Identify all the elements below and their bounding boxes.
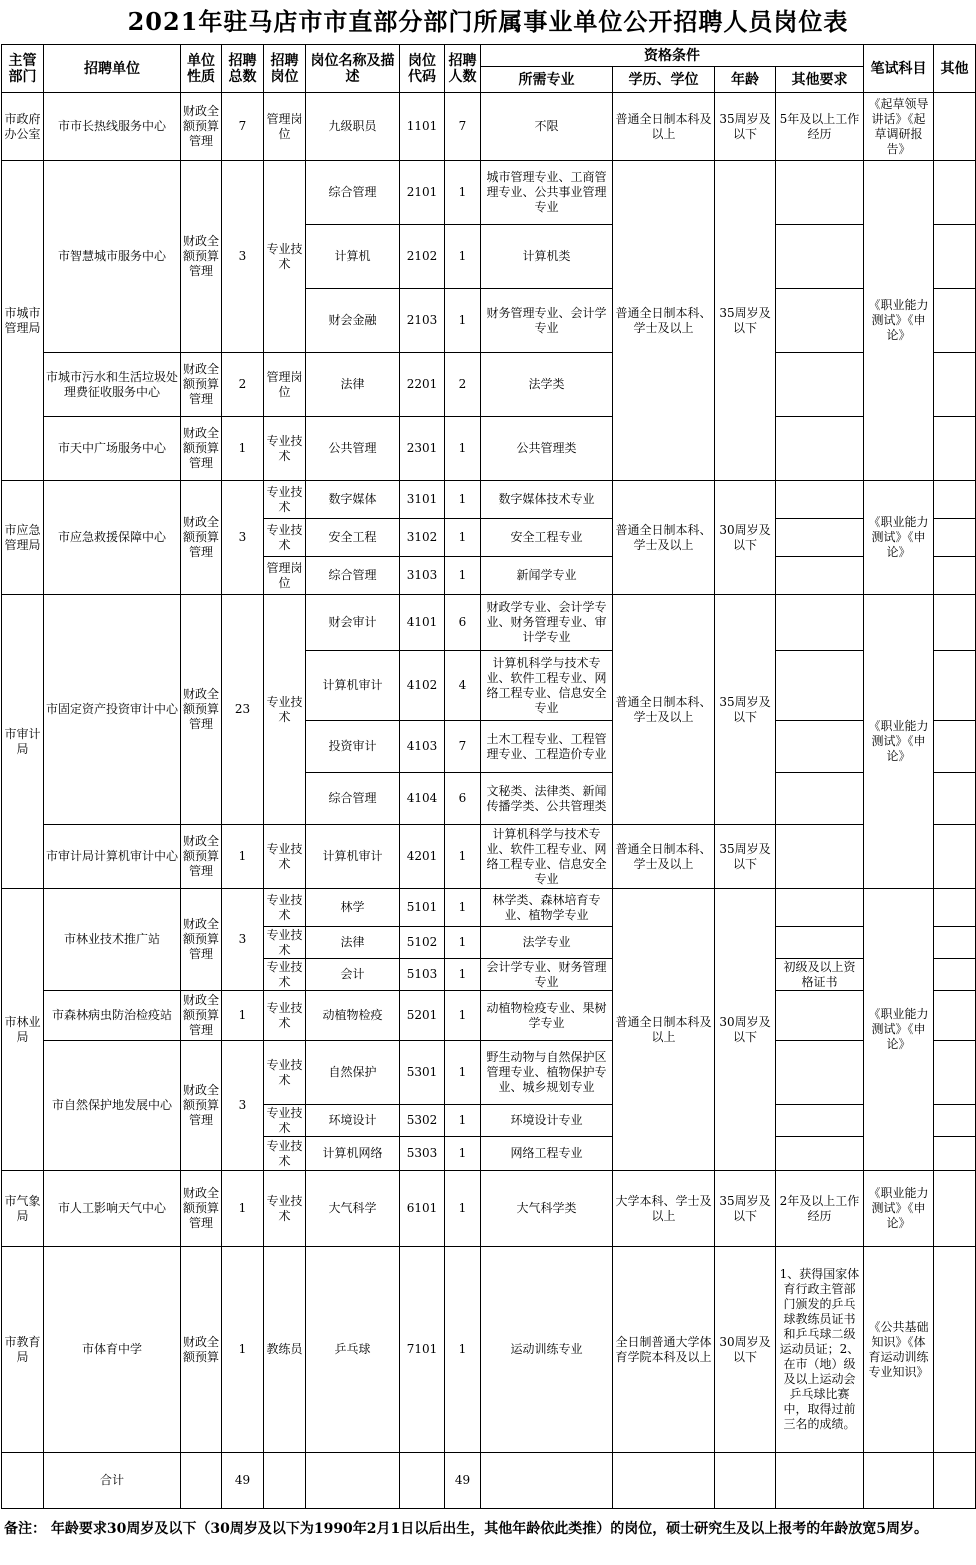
other-req-cell	[776, 1453, 864, 1509]
edu-cell: 普通全日制本科、学士及以上	[613, 481, 715, 595]
total-label: 合计	[44, 1453, 181, 1509]
code-cell: 5303	[400, 1137, 445, 1171]
post-cell	[264, 1453, 306, 1509]
dept-cell: 市城市管理局	[2, 161, 44, 481]
edu-cell: 普通全日制本科及以上	[613, 93, 715, 161]
count-cell: 1	[445, 289, 481, 353]
unit-cell: 市林业技术推广站	[44, 889, 181, 991]
total-cell: 1	[222, 1171, 264, 1247]
misc-cell	[934, 225, 976, 289]
total-cell: 3	[222, 1041, 264, 1171]
count-cell: 7	[445, 93, 481, 161]
code-cell: 7101	[400, 1247, 445, 1453]
exam-cell: 《公共基础知识》《体育运动训练专业知识》	[864, 1247, 934, 1453]
table-row	[2, 1041, 976, 1105]
unit-cell: 市固定资产投资审计中心	[44, 595, 181, 825]
major-cell: 环境设计专业	[481, 1105, 613, 1137]
total-cell: 1	[222, 1247, 264, 1453]
position-cell: 自然保护	[306, 1041, 400, 1105]
misc-cell	[934, 353, 976, 417]
total-cell: 1	[222, 825, 264, 889]
count-cell: 7	[445, 721, 481, 773]
code-cell: 1101	[400, 93, 445, 161]
total-cell: 3	[222, 481, 264, 595]
post-cell: 专业技术	[264, 1041, 306, 1105]
other-req-cell	[776, 1041, 864, 1105]
nature-cell: 财政全额预算管理	[181, 991, 222, 1041]
misc-cell	[934, 519, 976, 557]
table-row	[2, 889, 976, 927]
recruitment-table	[1, 44, 976, 1509]
nature-cell: 财政全额预算管理	[181, 93, 222, 161]
table-row	[2, 481, 976, 519]
count-cell: 6	[445, 595, 481, 651]
major-cell: 财务管理专业、会计学专业	[481, 289, 613, 353]
major-cell: 文秘类、法律类、新闻传播学类、公共管理类	[481, 773, 613, 825]
edu-cell: 普通全日制本科、学士及以上	[613, 825, 715, 889]
major-cell: 法学类	[481, 353, 613, 417]
header-other-req: 其他要求	[776, 67, 864, 93]
total-cell: 7	[222, 93, 264, 161]
other-req-cell: 初级及以上资格证书	[776, 959, 864, 991]
code-cell: 4102	[400, 651, 445, 721]
code-cell: 5101	[400, 889, 445, 927]
edu-cell: 普通全日制本科、学士及以上	[613, 161, 715, 481]
position-cell: 法律	[306, 927, 400, 959]
post-cell: 专业技术	[264, 991, 306, 1041]
nature-cell: 财政全额预算	[181, 1247, 222, 1453]
dept-cell: 市林业局	[2, 889, 44, 1171]
misc-cell	[934, 417, 976, 481]
position-cell: 公共管理	[306, 417, 400, 481]
edu-cell: 全日制普通大学体育学院本科及以上	[613, 1247, 715, 1453]
nature-cell: 财政全额预算管理	[181, 417, 222, 481]
exam-cell: 《职业能力测试》《申论》	[864, 595, 934, 889]
exam-cell: 《职业能力测试》《申论》	[864, 161, 934, 481]
other-req-cell	[776, 481, 864, 519]
post-cell: 专业技术	[264, 927, 306, 959]
position-cell: 数字媒体	[306, 481, 400, 519]
table-row	[2, 595, 976, 651]
misc-cell	[934, 889, 976, 927]
major-cell: 财政学专业、会计学专业、财务管理专业、审计学专业	[481, 595, 613, 651]
misc-cell	[934, 595, 976, 651]
table-row	[2, 417, 976, 481]
code-cell: 2102	[400, 225, 445, 289]
other-req-cell	[776, 1105, 864, 1137]
age-cell: 35周岁及以下	[715, 825, 776, 889]
table-row	[2, 161, 976, 225]
header-position-name: 岗位名称及描述	[306, 45, 400, 93]
dept-cell	[2, 1453, 44, 1509]
other-req-cell	[776, 353, 864, 417]
age-cell: 30周岁及以下	[715, 481, 776, 595]
nature-cell: 财政全额预算管理	[181, 889, 222, 991]
table-row	[2, 1247, 976, 1453]
major-cell: 野生动物与自然保护区管理专业、植物保护专业、城乡规划专业	[481, 1041, 613, 1105]
table-row	[2, 353, 976, 417]
exam-cell: 《职业能力测试》《申论》	[864, 481, 934, 595]
other-req-cell	[776, 1137, 864, 1171]
major-cell: 大气科学类	[481, 1171, 613, 1247]
header-code: 岗位代码	[400, 45, 445, 93]
edu-cell: 普通全日制本科及以上	[613, 889, 715, 1171]
edu-cell: 大学本科、学士及以上	[613, 1171, 715, 1247]
exam-cell	[864, 1453, 934, 1509]
header-qualification: 资格条件	[481, 45, 864, 67]
nature-cell: 财政全额预算管理	[181, 1041, 222, 1171]
misc-cell	[934, 991, 976, 1041]
position-cell: 综合管理	[306, 161, 400, 225]
unit-cell: 市应急救援保障中心	[44, 481, 181, 595]
total-row	[2, 1453, 976, 1509]
total-cell: 1	[222, 991, 264, 1041]
count-cell: 1	[445, 225, 481, 289]
total-cell: 3	[222, 161, 264, 353]
code-cell	[400, 1453, 445, 1509]
position-cell: 大气科学	[306, 1171, 400, 1247]
post-cell: 专业技术	[264, 161, 306, 353]
total-cell: 2	[222, 353, 264, 417]
header-nature: 单位性质	[181, 45, 222, 93]
other-req-cell	[776, 161, 864, 225]
edu-cell	[613, 1453, 715, 1509]
count-cell: 1	[445, 161, 481, 225]
post-cell: 专业技术	[264, 1137, 306, 1171]
other-req-cell	[776, 519, 864, 557]
total-cell: 3	[222, 889, 264, 991]
header-age: 年龄	[715, 67, 776, 93]
age-cell: 30周岁及以下	[715, 889, 776, 1171]
other-req-cell	[776, 825, 864, 889]
count-cell: 1	[445, 481, 481, 519]
misc-cell	[934, 1247, 976, 1453]
count-cell: 2	[445, 353, 481, 417]
major-cell: 不限	[481, 93, 613, 161]
position-cell: 综合管理	[306, 773, 400, 825]
unit-cell: 市审计局计算机审计中心	[44, 825, 181, 889]
post-cell: 专业技术	[264, 519, 306, 557]
count-cell: 1	[445, 1105, 481, 1137]
unit-cell: 市自然保护地发展中心	[44, 1041, 181, 1171]
count-cell: 1	[445, 927, 481, 959]
total-cell: 23	[222, 595, 264, 825]
major-cell: 网络工程专业	[481, 1137, 613, 1171]
count-cell: 1	[445, 991, 481, 1041]
header-dept: 主管部门	[2, 45, 44, 93]
major-cell: 动植物检疫专业、果树学专业	[481, 991, 613, 1041]
post-cell: 专业技术	[264, 825, 306, 889]
header-major: 所需专业	[481, 67, 613, 93]
unit-cell: 市体育中学	[44, 1247, 181, 1453]
misc-cell	[934, 93, 976, 161]
code-cell: 4104	[400, 773, 445, 825]
other-req-cell	[776, 225, 864, 289]
age-cell: 35周岁及以下	[715, 161, 776, 481]
other-req-cell: 2年及以上工作经历	[776, 1171, 864, 1247]
table-row	[2, 991, 976, 1041]
age-cell: 35周岁及以下	[715, 595, 776, 825]
post-cell: 专业技术	[264, 595, 306, 825]
position-cell: 动植物检疫	[306, 991, 400, 1041]
code-cell: 5301	[400, 1041, 445, 1105]
position-cell: 乒乓球	[306, 1247, 400, 1453]
code-cell: 2103	[400, 289, 445, 353]
count-cell: 6	[445, 773, 481, 825]
misc-cell	[934, 1171, 976, 1247]
count-cell: 1	[445, 417, 481, 481]
code-cell: 4101	[400, 595, 445, 651]
age-cell: 30周岁及以下	[715, 1247, 776, 1453]
nature-cell: 财政全额预算管理	[181, 595, 222, 825]
page-title: 2021年驻马店市市直部分部门所属事业单位公开招聘人员岗位表	[127, 7, 849, 36]
other-req-cell	[776, 991, 864, 1041]
count-cell: 1	[445, 519, 481, 557]
edu-cell: 普通全日制本科、学士及以上	[613, 595, 715, 825]
misc-cell	[934, 557, 976, 595]
header-unit: 招聘单位	[44, 45, 181, 93]
dept-cell: 市审计局	[2, 595, 44, 889]
position-cell	[306, 1453, 400, 1509]
misc-cell	[934, 959, 976, 991]
position-cell: 综合管理	[306, 557, 400, 595]
nature-cell: 财政全额预算管理	[181, 825, 222, 889]
dept-cell: 市气象局	[2, 1171, 44, 1247]
misc-cell	[934, 773, 976, 825]
other-req-cell	[776, 773, 864, 825]
exam-cell: 《职业能力测试》《申论》	[864, 1171, 934, 1247]
other-req-cell: 1、获得国家体育行政主管部门颁发的乒乓球教练员证书和乒乓球二级运动员证；2、在市（地）级及以上运动会乒乓球比赛中，取得过前三名的成绩。	[776, 1247, 864, 1453]
misc-cell	[934, 927, 976, 959]
nature-cell: 财政全额预算管理	[181, 1171, 222, 1247]
table-row	[2, 1171, 976, 1247]
misc-cell	[934, 1453, 976, 1509]
major-cell: 法学专业	[481, 927, 613, 959]
code-cell: 4103	[400, 721, 445, 773]
code-cell: 5302	[400, 1105, 445, 1137]
dept-cell: 市政府办公室	[2, 93, 44, 161]
dept-cell: 市教育局	[2, 1247, 44, 1453]
position-cell: 环境设计	[306, 1105, 400, 1137]
major-cell: 安全工程专业	[481, 519, 613, 557]
age-cell: 35周岁及以下	[715, 93, 776, 161]
misc-cell	[934, 651, 976, 721]
code-cell: 3103	[400, 557, 445, 595]
count-cell: 1	[445, 1137, 481, 1171]
table-row	[2, 93, 976, 161]
header-edu: 学历、学位	[613, 67, 715, 93]
misc-cell	[934, 481, 976, 519]
count-cell: 1	[445, 1247, 481, 1453]
major-cell: 计算机科学与技术专业、软件工程专业、网络工程专业、信息安全专业	[481, 825, 613, 889]
table-row	[2, 825, 976, 889]
total-sum: 49	[222, 1453, 264, 1509]
footnote: 备注： 年龄要求30周岁及以下（30周岁及以下为1990年2月1日以后出生，其他年龄依此类推）的岗位，硕士研究生及以上报考的年龄放宽5周岁。	[4, 1521, 929, 1537]
unit-cell: 市人工影响天气中心	[44, 1171, 181, 1247]
major-cell: 会计学专业、财务管理专业	[481, 959, 613, 991]
major-cell: 计算机类	[481, 225, 613, 289]
post-cell: 专业技术	[264, 1105, 306, 1137]
other-req-cell	[776, 557, 864, 595]
major-cell: 计算机科学与技术专业、软件工程专业、网络工程专业、信息安全专业	[481, 651, 613, 721]
exam-cell: 《职业能力测试》《申论》	[864, 889, 934, 1171]
position-cell: 计算机审计	[306, 651, 400, 721]
post-cell: 管理岗位	[264, 93, 306, 161]
position-cell: 计算机审计	[306, 825, 400, 889]
code-cell: 5103	[400, 959, 445, 991]
header-exam: 笔试科目	[864, 45, 934, 93]
position-cell: 安全工程	[306, 519, 400, 557]
dept-cell: 市应急管理局	[2, 481, 44, 595]
major-cell: 公共管理类	[481, 417, 613, 481]
position-cell: 林学	[306, 889, 400, 927]
code-cell: 5102	[400, 927, 445, 959]
other-req-cell	[776, 651, 864, 721]
code-cell: 2101	[400, 161, 445, 225]
major-cell	[481, 1453, 613, 1509]
misc-cell	[934, 1041, 976, 1105]
other-req-cell	[776, 417, 864, 481]
total-count: 49	[445, 1453, 481, 1509]
position-cell: 财会金融	[306, 289, 400, 353]
misc-cell	[934, 289, 976, 353]
position-cell: 计算机	[306, 225, 400, 289]
nature-cell: 财政全额预算管理	[181, 161, 222, 353]
major-cell: 林学类、森林培育专业、植物学专业	[481, 889, 613, 927]
major-cell: 运动训练专业	[481, 1247, 613, 1453]
post-cell: 管理岗位	[264, 353, 306, 417]
major-cell: 新闻学专业	[481, 557, 613, 595]
misc-cell	[934, 161, 976, 225]
post-cell: 专业技术	[264, 889, 306, 927]
unit-cell: 市智慧城市服务中心	[44, 161, 181, 353]
count-cell: 4	[445, 651, 481, 721]
count-cell: 1	[445, 1171, 481, 1247]
header-misc: 其他	[934, 45, 976, 93]
code-cell: 2301	[400, 417, 445, 481]
count-cell: 1	[445, 959, 481, 991]
position-cell: 财会审计	[306, 595, 400, 651]
major-cell: 城市管理专业、工商管理专业、公共事业管理专业	[481, 161, 613, 225]
post-cell: 专业技术	[264, 417, 306, 481]
misc-cell	[934, 721, 976, 773]
position-cell: 会计	[306, 959, 400, 991]
misc-cell	[934, 1105, 976, 1137]
unit-cell: 市城市污水和生活垃圾处理费征收服务中心	[44, 353, 181, 417]
post-cell: 专业技术	[264, 1171, 306, 1247]
other-req-cell: 5年及以上工作经历	[776, 93, 864, 161]
major-cell: 土木工程专业、工程管理专业、工程造价专业	[481, 721, 613, 773]
post-cell: 专业技术	[264, 481, 306, 519]
count-cell: 1	[445, 557, 481, 595]
code-cell: 3102	[400, 519, 445, 557]
total-cell: 1	[222, 417, 264, 481]
age-cell: 35周岁及以下	[715, 1171, 776, 1247]
unit-cell: 市市长热线服务中心	[44, 93, 181, 161]
other-req-cell	[776, 595, 864, 651]
count-cell: 1	[445, 889, 481, 927]
misc-cell	[934, 825, 976, 889]
code-cell: 4201	[400, 825, 445, 889]
age-cell	[715, 1453, 776, 1509]
post-cell: 管理岗位	[264, 557, 306, 595]
other-req-cell	[776, 289, 864, 353]
position-cell: 九级职员	[306, 93, 400, 161]
code-cell: 6101	[400, 1171, 445, 1247]
count-cell: 1	[445, 1041, 481, 1105]
unit-cell: 市天中广场服务中心	[44, 417, 181, 481]
exam-cell: 《起草领导讲话》《起草调研报告》	[864, 93, 934, 161]
nature-cell: 财政全额预算管理	[181, 481, 222, 595]
other-req-cell	[776, 889, 864, 927]
header-count: 招聘人数	[445, 45, 481, 93]
misc-cell	[934, 1137, 976, 1171]
post-cell: 专业技术	[264, 959, 306, 991]
other-req-cell	[776, 721, 864, 773]
count-cell: 1	[445, 825, 481, 889]
nature-cell	[181, 1453, 222, 1509]
other-req-cell	[776, 927, 864, 959]
major-cell: 数字媒体技术专业	[481, 481, 613, 519]
position-cell: 法律	[306, 353, 400, 417]
code-cell: 5201	[400, 991, 445, 1041]
nature-cell: 财政全额预算管理	[181, 353, 222, 417]
unit-cell: 市森林病虫防治检疫站	[44, 991, 181, 1041]
post-cell: 教练员	[264, 1247, 306, 1453]
header-total: 招聘总数	[222, 45, 264, 93]
code-cell: 2201	[400, 353, 445, 417]
position-cell: 投资审计	[306, 721, 400, 773]
code-cell: 3101	[400, 481, 445, 519]
position-cell: 计算机网络	[306, 1137, 400, 1171]
header-post: 招聘岗位	[264, 45, 306, 93]
